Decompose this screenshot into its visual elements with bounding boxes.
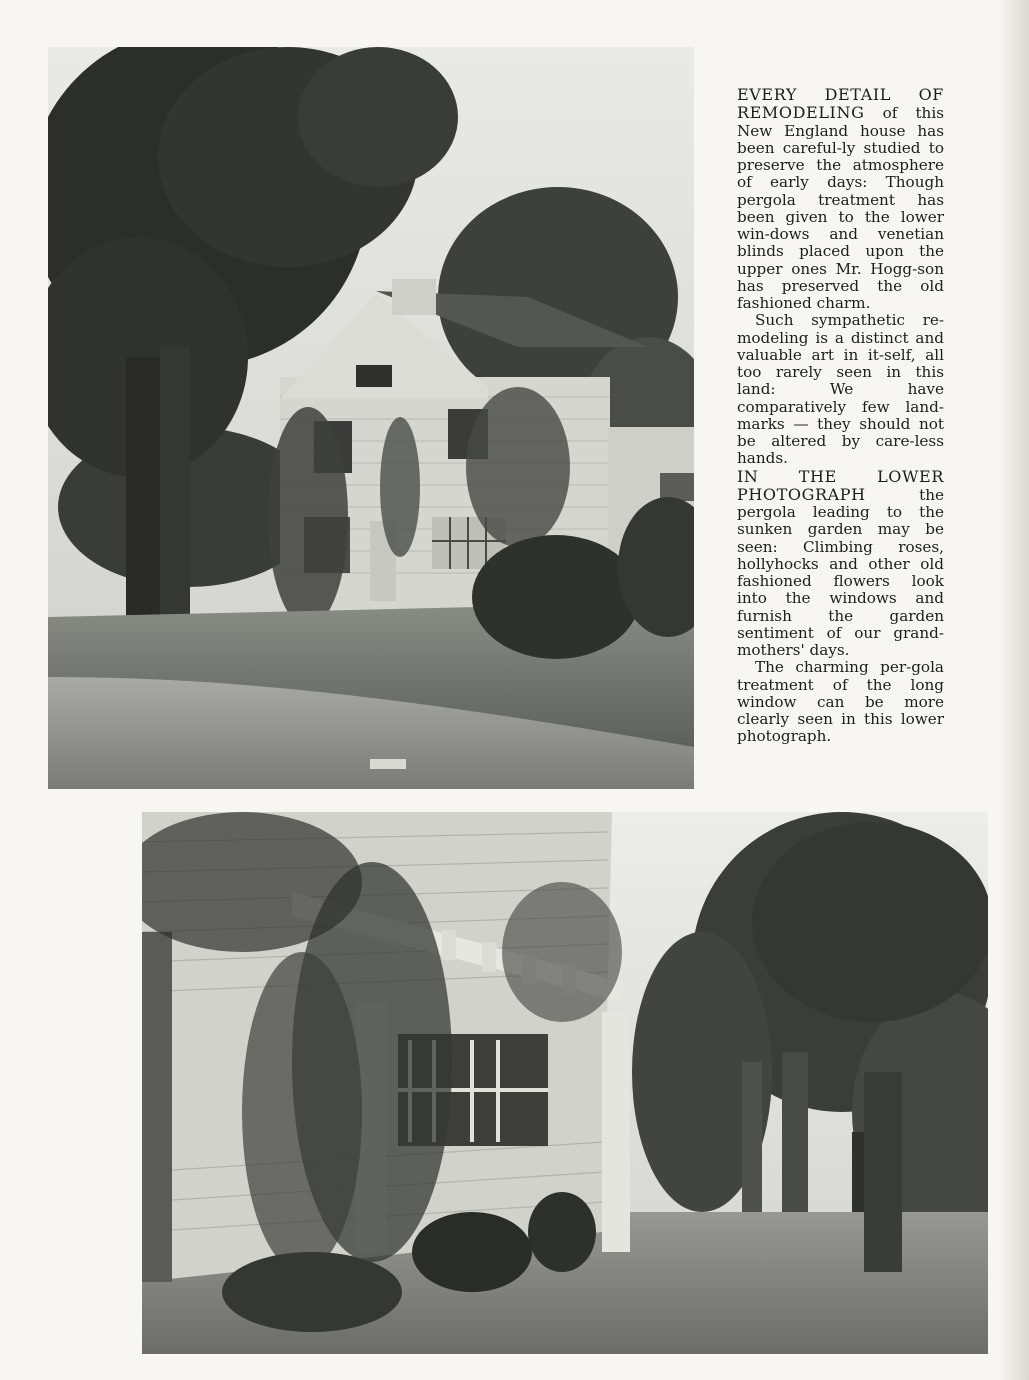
lead-caps-lower-photograph: IN THE LOWER PHOTOGRAPH bbox=[737, 466, 944, 504]
house-exterior-image bbox=[48, 47, 694, 789]
paragraph-lower-photograph-body: the pergola leading to the sunken garden may be seen: Climbing roses, hollyhocks and other old fashioned flowers look into the windows and furnish the garden sentiment of our grand-mothers' days. bbox=[737, 485, 944, 659]
paragraph-lower-photograph bbox=[737, 468, 944, 660]
pergola-garden-photo bbox=[142, 812, 988, 1354]
paragraph-pergola-window: The charming per-gola treatment of the long window can be more clearly seen in this lower photograph. bbox=[737, 658, 944, 746]
page-edge-shadow bbox=[1001, 0, 1029, 1380]
pergola-garden-image bbox=[142, 812, 988, 1354]
article-text-column bbox=[737, 86, 944, 746]
paragraph-remodeling bbox=[737, 86, 944, 312]
house-exterior-photo bbox=[48, 47, 694, 789]
paragraph-remodeling-body: of this New England house has been careful-ly studied to preserve the atmosphere of early days: Though pergola treatment has been given to the lower win-dows and venetian blinds placed upon the upper ones Mr. Hogg-son has preserved the old fashioned charm. bbox=[737, 104, 944, 312]
lead-caps-remodeling: EVERY DETAIL OF REMODELING bbox=[737, 85, 944, 123]
paragraph-sympathetic-remodeling: Such sympathetic re-modeling is a distinct and valuable art in it-self, all too rarely seen in this land: We have comparatively few land-marks — they should not be altered by care-less hands. bbox=[737, 311, 944, 468]
